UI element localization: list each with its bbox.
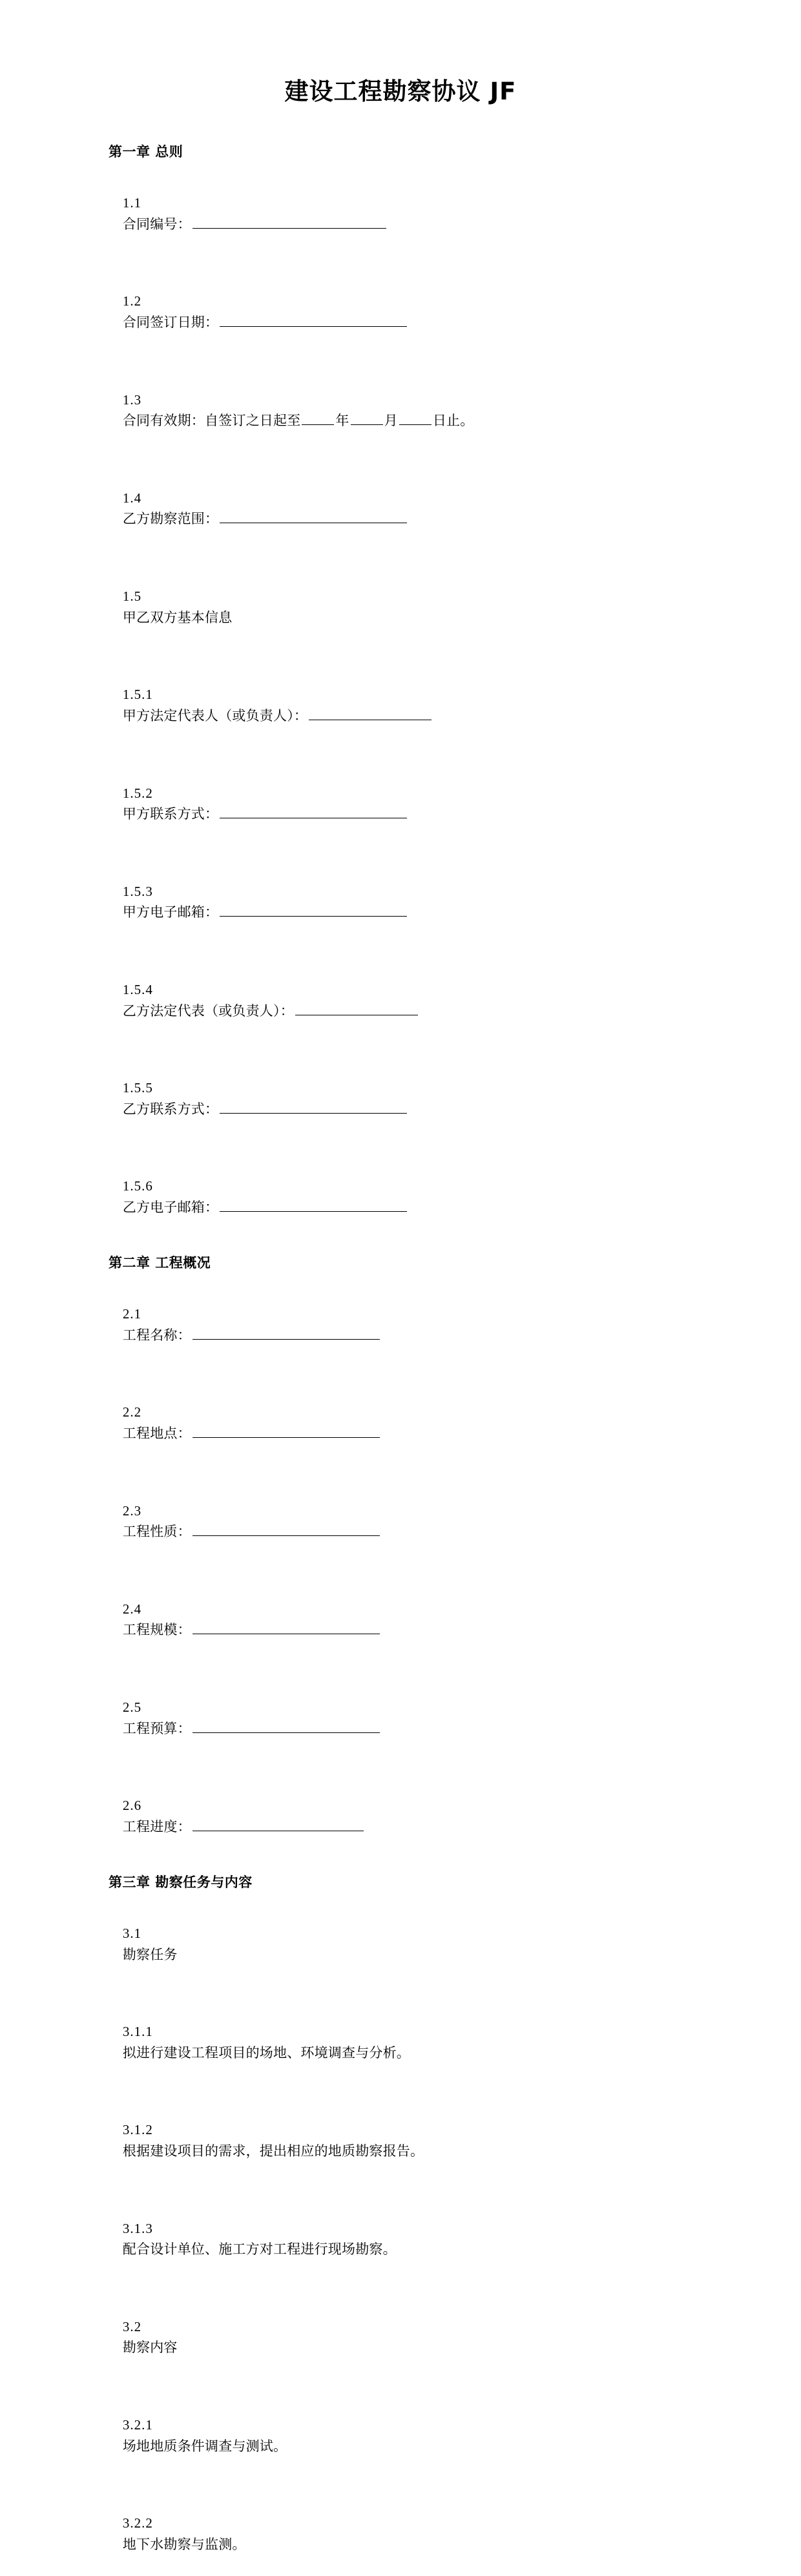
fill-blank-month[interactable] (351, 410, 383, 425)
fill-blank[interactable] (192, 1718, 380, 1733)
clause-number: 3.2.2 (122, 2515, 161, 2531)
clause-number: 1.4 (122, 490, 150, 506)
clause-3-1-3 (109, 2197, 692, 2281)
clause-text: 甲方法定代表人（或负责人）： (122, 707, 308, 723)
clause-3-2-2 (109, 2492, 692, 2576)
clause-text: 工程预算： (122, 1720, 191, 1736)
clause-number: 1.5.4 (122, 981, 161, 997)
clause-2-6 (109, 1774, 692, 1858)
fill-blank[interactable] (309, 705, 432, 720)
clause-text: 勘察内容 (122, 2340, 178, 2356)
clause-3-2-1 (109, 2393, 692, 2477)
fill-blank[interactable] (192, 1325, 380, 1340)
clause-text: 拟进行建设工程项目的场地、环境调查与分析。 (122, 2044, 411, 2061)
clause-3-2 (109, 2295, 692, 2379)
clause-text: 合同编号： (122, 216, 191, 232)
unit-month: 月 (384, 413, 398, 429)
clause-text: 合同签订日期： (122, 314, 219, 330)
clause-text: 乙方电子邮箱： (122, 1200, 219, 1216)
fill-blank[interactable] (220, 804, 407, 818)
clause-number: 1.1 (122, 195, 150, 211)
clause-1-2 (109, 270, 692, 354)
fill-blank[interactable] (220, 312, 407, 327)
clause-1-5-1 (109, 663, 692, 747)
clause-number: 2.4 (122, 1601, 150, 1617)
clause-text: 合同有效期：自签订之日起至 (122, 413, 301, 429)
clause-2-2 (109, 1381, 692, 1465)
clause-1-4 (109, 466, 692, 550)
clause-2-1 (109, 1283, 692, 1367)
clause-1-5-5 (109, 1057, 692, 1141)
fill-blank[interactable] (220, 508, 407, 523)
clause-number: 1.5.2 (122, 785, 161, 801)
unit-day: 日止。 (432, 413, 474, 429)
clause-number: 3.1.3 (122, 2220, 161, 2236)
clause-text: 地下水勘察与监测。 (122, 2536, 246, 2552)
unit-year: 年 (335, 413, 349, 429)
fill-blank[interactable] (220, 1197, 407, 1212)
clause-number: 1.5.1 (122, 687, 161, 703)
clause-text: 乙方联系方式： (122, 1101, 219, 1117)
clause-3-1 (109, 1902, 692, 1986)
page-title: 建设工程勘察协议 JF (284, 78, 517, 105)
clause-text: 配合设计单位、施工方对工程进行现场勘察。 (122, 2241, 397, 2258)
clause-number: 1.5.5 (122, 1080, 161, 1096)
clause-number: 1.5.6 (122, 1178, 161, 1194)
clause-1-5-4 (109, 958, 692, 1042)
clause-text: 工程规模： (122, 1622, 191, 1638)
chapter-heading-2: 第二章 工程概况 (109, 1255, 211, 1271)
fill-blank[interactable] (192, 1521, 380, 1536)
clause-number: 2.5 (122, 1699, 150, 1716)
fill-blank[interactable] (192, 214, 386, 229)
clause-number: 3.2 (122, 2318, 150, 2334)
clause-number: 1.5.3 (122, 883, 161, 899)
clause-number: 1.2 (122, 293, 150, 309)
clause-1-5 (109, 565, 692, 649)
clause-2-3 (109, 1479, 692, 1563)
fill-blank-day[interactable] (399, 410, 432, 425)
clause-number: 2.6 (122, 1798, 150, 1814)
clause-2-4 (109, 1577, 692, 1661)
fill-blank[interactable] (295, 1001, 418, 1015)
clause-text: 场地地质条件调查与测试。 (122, 2438, 287, 2454)
clause-1-5-2 (109, 762, 692, 846)
clause-text: 工程名称： (122, 1327, 191, 1343)
clause-text: 甲方联系方式： (122, 806, 219, 822)
clause-number: 1.3 (122, 391, 150, 408)
clause-1-1 (109, 172, 692, 256)
clause-text: 乙方法定代表（或负责人）： (122, 1002, 294, 1019)
clause-number: 2.3 (122, 1502, 150, 1519)
fill-blank[interactable] (192, 1619, 380, 1634)
clause-text: 根据建设项目的需求，提出相应的地质勘察报告。 (122, 2143, 424, 2159)
fill-blank[interactable] (192, 1423, 380, 1438)
clause-number: 3.2.1 (122, 2417, 161, 2433)
clause-1-5-6 (109, 1155, 692, 1239)
clause-3-1-2 (109, 2099, 692, 2183)
clause-text: 甲方电子邮箱： (122, 904, 219, 920)
fill-blank-year[interactable] (302, 410, 334, 425)
fill-blank[interactable] (220, 902, 407, 917)
clause-number: 3.1 (122, 1926, 150, 1942)
clause-text: 甲乙双方基本信息 (122, 609, 233, 625)
clause-text: 勘察任务 (122, 1946, 178, 1962)
clause-number: 2.1 (122, 1306, 150, 1322)
clause-1-3 (109, 368, 692, 452)
fill-blank[interactable] (220, 1099, 407, 1114)
clause-3-1-1 (109, 2000, 692, 2084)
clause-1-5-3 (109, 860, 692, 944)
clause-text: 工程进度： (122, 1818, 191, 1834)
clause-number: 1.5 (122, 588, 150, 605)
clause-number: 2.2 (122, 1404, 150, 1420)
chapter-heading-1: 第一章 总则 (109, 144, 183, 160)
chapter-heading-3: 第三章 勘察任务与内容 (109, 1875, 253, 1891)
clause-text: 工程地点： (122, 1426, 191, 1441)
clause-text: 工程性质： (122, 1524, 191, 1540)
clause-number: 3.1.2 (122, 2122, 161, 2138)
clause-number: 3.1.1 (122, 2024, 161, 2040)
clause-text: 乙方勘察范围： (122, 511, 219, 527)
fill-blank[interactable] (192, 1816, 364, 1831)
clause-2-5 (109, 1676, 692, 1760)
